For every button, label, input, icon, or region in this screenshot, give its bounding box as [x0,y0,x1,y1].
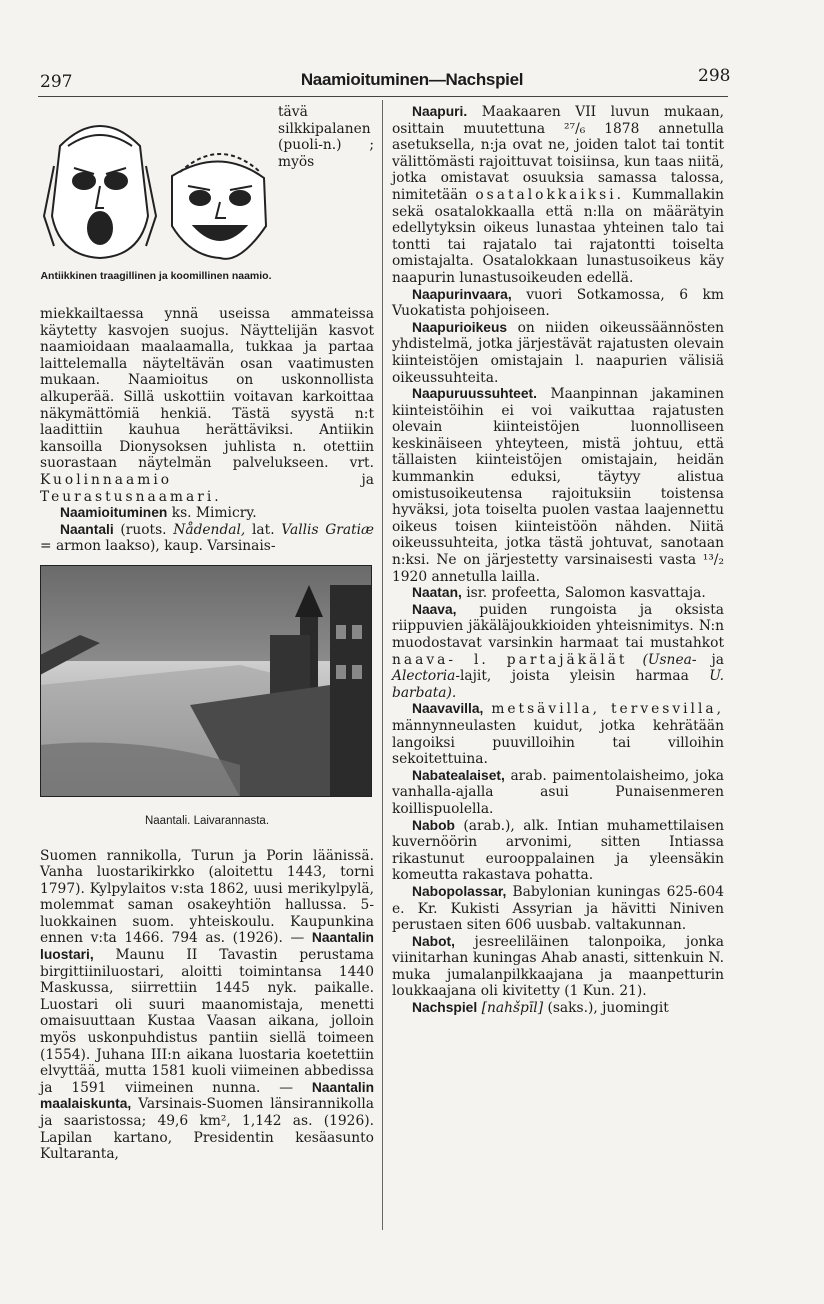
column-divider [382,100,383,1230]
entry-naavavilla [392,701,724,767]
naatan-body: isr. profeetta, Salomon kasvattaja. [466,585,706,602]
headword-naava: Naava, [412,601,457,617]
naantalin-luostari-body: Maunu II Tavastin perustama birgittiiniluostari, aloitti toimintansa 1440 Maskussa, siirrettiin 1445 nyk. paikalle. Luostari oli suuri maanomistaja, menetti omaisuuttaan Kustaa Vaasan aikana, jolloin myös uskonpuhdistus pantiin siellä toimeen (1554). Juhana III:n aikana luostaria koetettiin elvyttää, mutta 1581 kuoli viimeinen abbedissa ja 1591 viimeinen nunna. — [40,947,374,1096]
entry-naatan [392,585,724,602]
comic-mask-icon [172,154,266,259]
entry-naamio-body: tävä silkkipalanen (puoli-n.) ; myös miekkailtaessa ynnä useissa ammateissa käytetty kasvojen suojus. Näyttelijän kasvot naamioidaan maalaamalla, tukkaa ja partaa laittelemalla näyteltävän osan vaatimusten mukaan. Naamioitus on uskonnollista alkuperää. Sillä uskottiin voitavan karkoittaa näkymättömiä henkiä. Tästä syystä n:t laadittiin kauhua herättäviksi. Antiikin kansoilla Dionysoksen juhlista n. otettiin suorastaan näytelmän palvelukseen. vrt. [40,104,374,472]
naantali-swedish: Nådendal, [173,521,246,538]
ref-teurastusnaamari: Teurastusnaamari. [40,488,222,505]
headword-naamioituminen: Naamioituminen [60,505,168,521]
naava-barbata: U. barbata). [392,668,724,701]
naapuri-body: Maakaaren VII luvun mukaan, osittain muutettuna ²⁷/₆ 1878 annetulla asetuksella, n:ja ovat ne, joiden talot tai tontit välittömästi rajoittuvat toisiinsa, kun taas niitä, jotka omistavat osuuksia samassa talossa, nimitetään [392,104,724,203]
tragic-mask-icon [44,126,156,258]
headword-nachspiel: Nachspiel [412,1000,478,1016]
headword-naapurioikeus: Naapurioikeus [412,319,508,335]
naantali-cont-body: Suomen rannikolla, Turun ja Porin läänissä. Vanha luostarikirkko (aloitettu 1443, torni 1797). Kylpylaitos v:sta 1862, uusi merikylpylä, molemmat saman osakeyhtiön hallussa. 5-luokkainen suom. yhteiskoulu. Kaupunkina ennen v:ta 1466. 794 as. (1926). — [40,847,374,947]
naantali-part1: (ruots. [120,521,167,538]
headword-nabopolassar: Nabopolassar, [412,883,507,899]
headword-naantalin-maalaiskunta: Naantalin maalaiskunta, [40,1079,375,1112]
naantali-part3: = armon laakso), kaup. Varsinais- [40,538,276,555]
headword-nabatealaiset: Nabatealaiset, [412,767,505,783]
entry-naava [392,602,724,702]
headword-nabob: Nabob [412,817,455,833]
entry-naapurioikeus [392,320,724,386]
entry-naantali-cont [40,848,374,1163]
entry-naapurinvaara [392,287,724,320]
headword-naapurinvaara: Naapurinvaara, [412,286,512,302]
entry-naamioituminen [40,505,374,522]
naapurioikeus-body: on niiden oikeussäännösten yhdistelmä, jotka järjestävät rajatusten olevain kiinteistöjen omistajain l. naapurien välisiä oikeussuhteita. [392,319,724,386]
photo-caption: Naantali. Laivarannasta. [144,814,270,827]
entry-naamioituminen-body: ks. Mimicry. [171,505,257,522]
naava-body2: -lajit, joista yleisin harmaa [455,668,689,685]
entry-naapuruussuhteet [392,386,724,585]
naava-usnea: (Usnea- [642,651,697,668]
nachspiel-pronunciation: [nahšpīl] [481,1000,544,1017]
naavavilla-body: männynneulasten kuidut, jotka kehrätään langoiksi puuvilloihin tai villoihin sekoitettuina. [392,717,724,768]
headword-naapuri: Naapuri. [412,104,468,119]
entry-nabot [392,934,724,1000]
mask-caption: Antiikkinen traagillinen ja koomillinen naamio. [40,270,272,282]
headword-nabot: Nabot, [412,933,455,949]
headword-naapuruussuhteet: Naapuruussuhteet. [412,386,537,402]
naapuri-spaced: osatalokkaiksi. [475,186,625,203]
nabot-body: jesreeliläinen talonpoika, jonka viinitarhan kuningas Ahab anasti, sittenkuin N. muka jumalanpilkkaajana ja maanpetturin loukkaajana oli kivitetty (1 Kun. 21). [392,933,724,1000]
ref-ja: ja [361,471,374,488]
entry-nabopolassar [392,884,724,934]
mask-figure [40,106,272,304]
naantali-photo [40,565,372,797]
naantalin-maalaiskunta-body: Varsinais-Suomen länsirannikolla ja saaristossa; 49,6 km², 1,142 as. (1926). Lapilan kartano, Presidentin kesäasunto Kultaranta, [40,1096,374,1163]
nabatealaiset-body: arab. paimentolaisheimo, joka vanhalla-ajalla asui Punaisenmeren koillispuolella. [392,767,725,817]
naapuri-body2: Kummallakin sekä osatalokkaalla että n:lla on määrätyin edellytyksin oikeus lunastaa yhteinen talo tai tontti tai rajatalo tai rajatontti toiselta omistajalta. Osatalokkaan lunastusoikeus käy naapurin lunastusoikeuden edellä. [392,186,724,286]
naava-spaced: naava- l. partajäkälät [392,651,628,668]
naava-body: puiden rungoista ja oksista riippuvien jäkäläjoukkioiden yhteisnimitys. N:n muodostavat varsinkin harmaat tai mustahkot [392,601,725,651]
entry-nabatealaiset [392,768,724,818]
headword-naantali: Naantali [60,521,114,537]
naantali-part2: lat. [252,521,275,538]
nachspiel-body: (saks.), juomingit [547,1000,669,1017]
right-column [392,104,724,1017]
page-number-right: 298 [698,66,731,86]
entry-naapuri [392,104,724,287]
headword-naatan: Naatan, [412,585,462,601]
headword-naavavilla: Naavavilla, [412,701,484,717]
naava-alectoria: Alectoria [392,668,456,685]
ref-kuolinnaamio: Kuolinnaamio [40,471,173,488]
entry-naantali [40,522,374,555]
left-column [40,104,374,1163]
naapuruussuhteet-body: Maanpinnan jakaminen kiinteistöihin ei voi vaikuttaa rajatusten olevain kiinteistöjen luonnolliseen keskinäiseen yhteyteen, mistä johtuu, että tällaisten kiinteistöjen omistajain, heidän kummankin eduksi, täytyy alistua omistusoikeutensa rajoituksiin toistensa hyväksi, jota toiselta puolen vastaa laajennettu oikeus toisen kiinteistöön nähden. Niitä oikeussuhteita, jotka tästä johtuvat, sanotaan n:ksi. Ne on järjestetty varsinaisesti vasta ¹³/₂ 1920 annetulla lailla. [392,386,725,585]
naava-ja: ja [711,651,724,668]
headword-naantalin-luostari: Naantalin luostari, [40,930,374,963]
header-rule [38,96,728,97]
running-head: Naamioituminen—Nachspiel [300,70,524,89]
naantali-latin: Vallis Gratiæ [281,521,374,538]
page-number-left: 297 [40,72,73,92]
naapurinvaara-body: vuori Sotkamossa, 6 km Vuokatista pohjoiseen. [392,286,724,320]
entry-nabob [392,818,724,884]
nabopolassar-body: Babylonian kuningas 625-604 e. Kr. Kukisti Assyrian ja hävitti Niniven perustaen siten 606 uusbab. valtakunnan. [392,883,724,934]
entry-nachspiel [392,1000,724,1017]
naavavilla-spaced: metsävilla, tervesvilla, [491,701,724,718]
nabob-body: (arab.), alk. Intian muhamettilaisen kuvernöörin arvonimi, sitten Intiassa rikastunut eurooppalainen ja yleensäkin komeutta rakastava pohatta. [392,817,724,884]
mask-illustration [40,106,272,266]
